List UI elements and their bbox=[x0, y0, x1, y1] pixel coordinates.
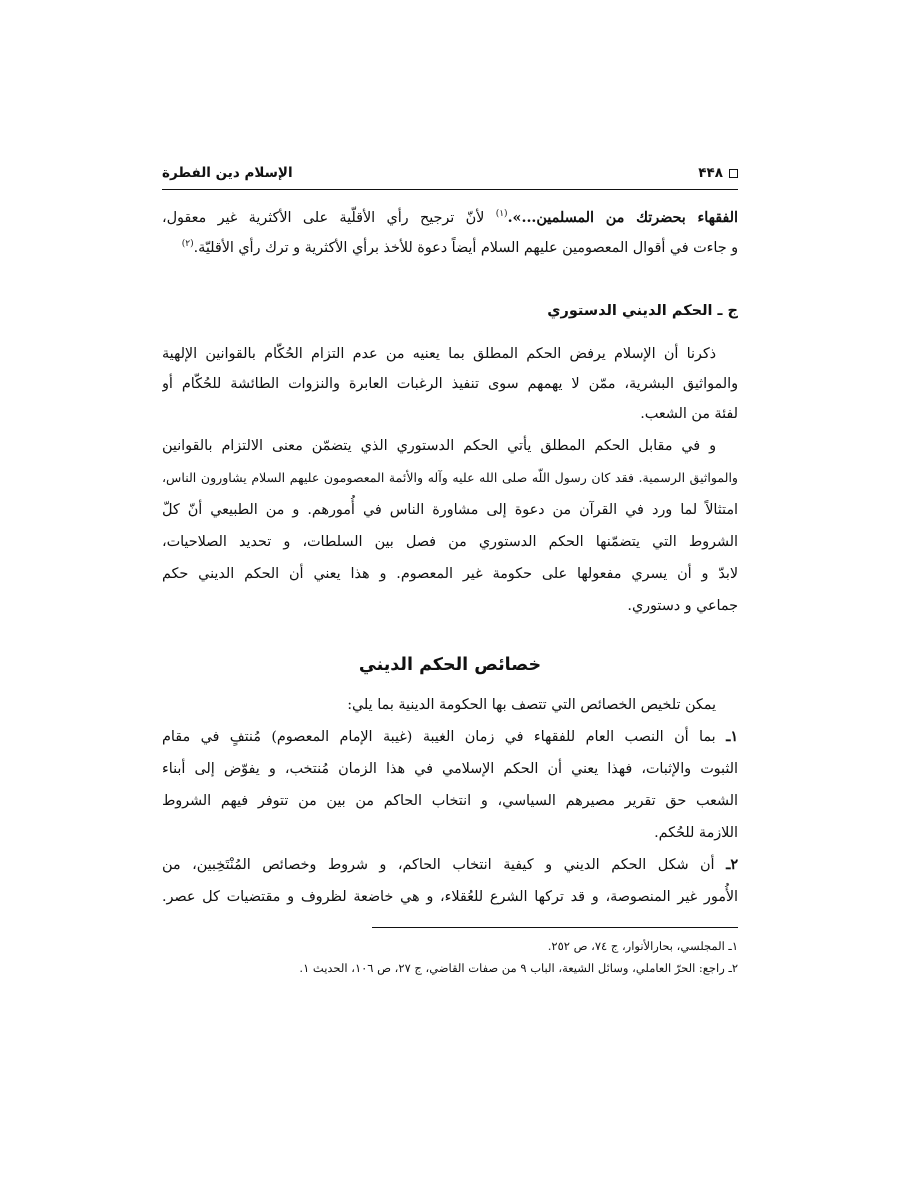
item1-number: ١ـ bbox=[726, 729, 738, 745]
intro-line-2 bbox=[162, 233, 738, 263]
item1-line: اللازمة للحُكم. bbox=[654, 825, 738, 841]
footnote-2: ٢ـ راجع: الحرّ العاملي، وسائل الشيعة، الباب ٩ من صفات القاضي، ج ٢٧، ص ١٠٦، الحديث ١. bbox=[299, 961, 738, 975]
header-divider bbox=[162, 189, 738, 190]
footnote-ref-1[interactable]: (١) bbox=[495, 209, 508, 220]
footnote-1: ١ـ المجلسي، بحارالأنوار، ج ٧٤، ص ٢٥٢. bbox=[547, 939, 738, 953]
subheading: ج ـ الحكم الديني الدستوري bbox=[547, 303, 738, 319]
footnote-ref-2[interactable]: (٢) bbox=[181, 239, 194, 250]
item1-line bbox=[162, 722, 738, 752]
para1-line: والمواثيق البشرية، ممّن لا يهمهم سوى تنفيذ الرغبات العابرة والنزوات الطائشة للحُكّام أو bbox=[162, 376, 738, 392]
para1-line: ذكرنا أن الإسلام يرفض الحكم المطلق بما يعنيه من عدم التزام الحُكّام بالقوانين الإلهية bbox=[162, 346, 716, 362]
para1-line: لفئة من الشعب. bbox=[640, 406, 738, 422]
para3-line: يمكن تلخيص الخصائص التي تتصف بها الحكومة الدينية بما يلي: bbox=[347, 697, 716, 713]
section-title: خصائص الحكم الديني bbox=[358, 655, 542, 675]
para2-line: الشروط التي يتضمّنها الحكم الدستوري من فصل بين السلطات، و تحديد الصلاحيات، bbox=[162, 534, 738, 550]
page-number: ۴۴۸ bbox=[698, 165, 723, 181]
square-bullet-icon bbox=[729, 169, 738, 178]
page-number-group bbox=[698, 165, 738, 181]
item1-line: الشعب حق تقرير مصيرهم السياسي، و انتخاب الحاكم من بين من تتوفر فيهم الشروط bbox=[162, 793, 738, 809]
running-head bbox=[162, 162, 738, 184]
item2-line bbox=[162, 850, 738, 880]
item2-line: الأُمور غير المنصوصة، و قد تركها الشرع للعُقلاء، و هي خاضعة لظروف و مقتضيات كل عصر. bbox=[162, 889, 738, 905]
item1-line: الثبوت والإثبات، فهذا يعني أن الحكم الإسلامي في هذا الزمان مُنتخب، و يفوّض إلى أبناء bbox=[162, 761, 738, 777]
para2-line: و في مقابل الحكم المطلق يأتي الحكم الدستوري الذي يتضمّن معنى الالتزام بالقوانين bbox=[162, 438, 716, 454]
para2-line: جماعي و دستوري. bbox=[627, 598, 738, 614]
para2-line: لابدّ و أن يسري مفعولها على حكومة غير المعصوم. و هذا يعني أن الحكم الديني حكم bbox=[162, 566, 738, 582]
item2-number: ٢ـ bbox=[726, 857, 738, 873]
para2-line: والمواثيق الرسمية. فقد كان رسول اللّه صلى الله عليه وآله والأئمة المعصومون عليهم السلام يشاورون الناس، bbox=[162, 470, 738, 485]
intro-line-1-rest: لأنّ ترجيح رأي الأقلّية على الأكثرية غير معقول، bbox=[162, 210, 496, 226]
intro-line-1 bbox=[162, 203, 738, 233]
intro-quote-end: الفقهاء بحضرتك من المسلمين...». bbox=[507, 210, 738, 226]
book-title: الإسلام دين الفطرة bbox=[162, 165, 293, 181]
para2-line: امتثالاً لما ورد في القرآن من دعوة إلى مشاورة الناس في أُمورهم. و من الطبيعي أنّ كلّ bbox=[162, 502, 738, 518]
footnote-divider bbox=[372, 927, 738, 928]
item1-line-text: بما أن النصب العام للفقهاء في زمان الغيبة (غيبة الإمام المعصوم) مُنتفٍ في مقام bbox=[162, 729, 727, 745]
intro-line-2-text: و جاءت في أقوال المعصومين عليهم السلام أيضاً دعوة للأخذ برأي الأكثرية و ترك رأي الأقليّة. bbox=[193, 240, 738, 256]
item2-line-text: أن شكل الحكم الديني و كيفية انتخاب الحاكم، و شروط وخصائص المُنْتَخِبين، من bbox=[162, 857, 727, 873]
